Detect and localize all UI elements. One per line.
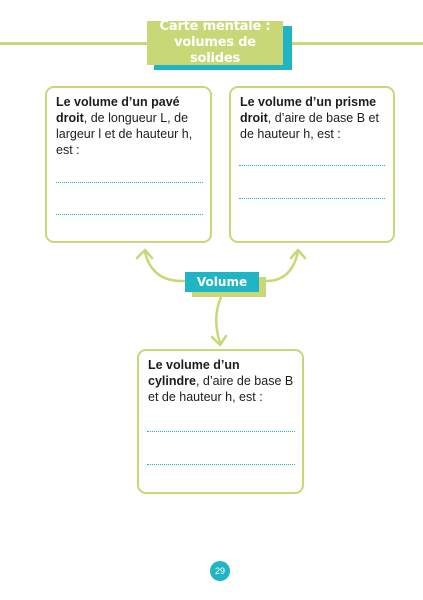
card-cylindre-body: , d’aire de base B et de hauteur h, est : [148,374,294,404]
answer-line-1[interactable] [147,431,295,432]
card-prisme-droit-body: , d’aire de base B et de hauteur h, est : [240,111,379,141]
card-cylindre-text [139,351,302,405]
card-pave-droit-body: , de longueur L, de largeur l et de hauteur h, est : [56,111,193,157]
card-prisme-droit-heading: Le volume d’un prisme droit [240,95,377,125]
page-number-text: 29 [214,566,225,576]
card-cylindre [137,349,304,494]
page-number [210,561,230,581]
card-cylindre-heading: Le volume d’un cylindre [148,358,240,388]
answer-line-2[interactable] [147,464,295,465]
title-line-2: volumes de solides [174,35,256,66]
title-line-1: Carte mentale : [159,19,271,34]
volume-label-text: Volume [196,275,248,289]
card-pave-droit-heading: Le volume d’un pavé droit [56,95,180,125]
arrow-to-cylindre [216,297,221,343]
